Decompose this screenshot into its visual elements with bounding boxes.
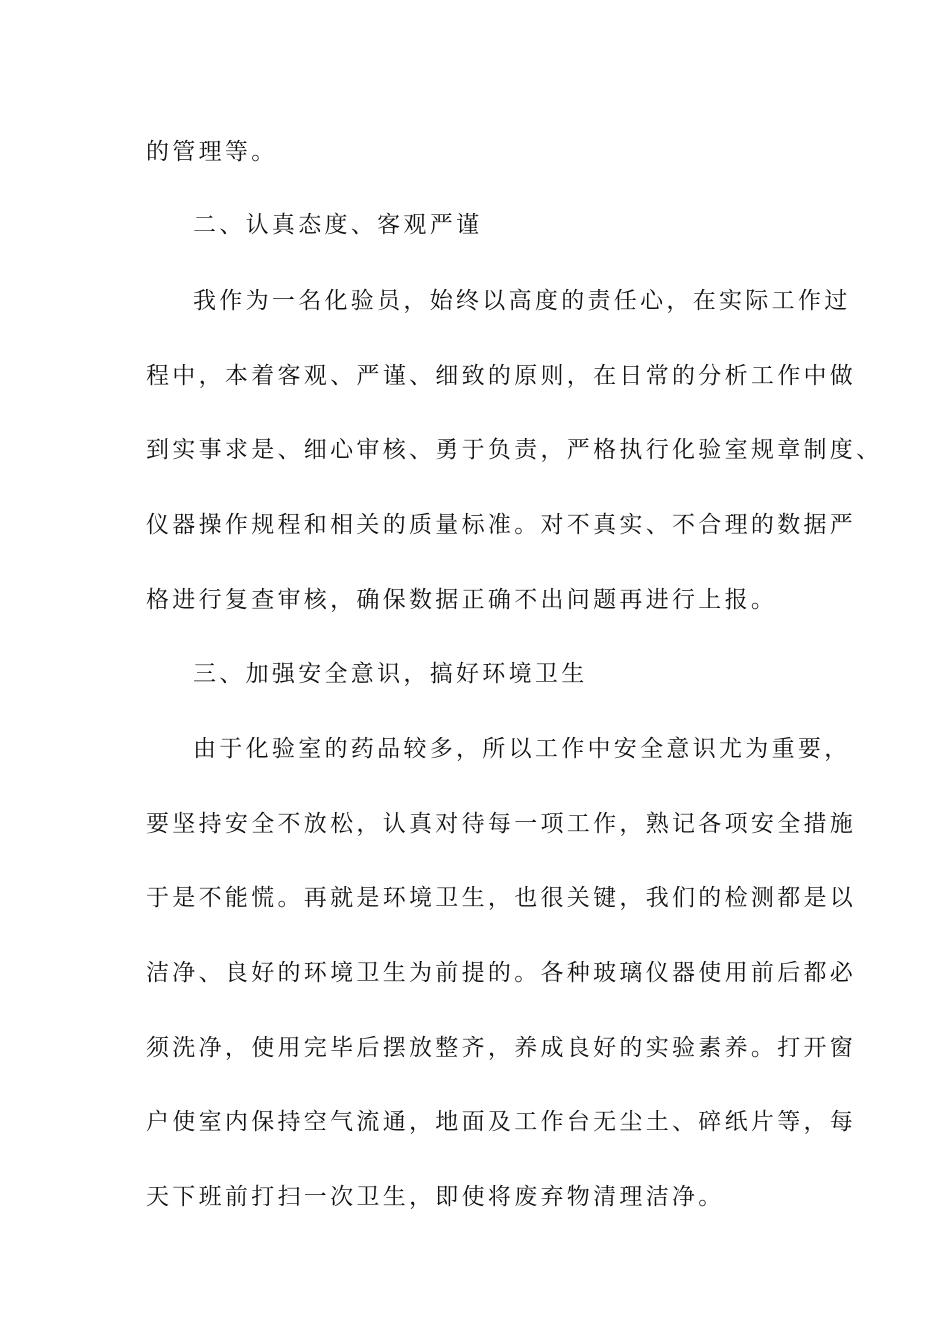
paragraph-line: 到实事求是、细心审核、勇于负责，严格执行化验室规章制度、: [146, 437, 883, 463]
paragraph-line: 仪器操作规程和相关的质量标准。对不真实、不合理的数据严: [146, 512, 857, 538]
paragraph-line: 须洗净，使用完毕后摆放整齐，养成良好的实验素养。打开窗: [146, 1035, 857, 1061]
paragraph-line: 于是不能慌。再就是环境卫生，也很关键，我们的检测都是以: [146, 885, 857, 911]
section-heading: 二、认真态度、客观严谨: [193, 212, 483, 238]
paragraph-line: 要坚持安全不放松，认真对待每一项工作，熟记各项安全措施: [146, 811, 857, 837]
paragraph-line: 洁净、良好的环境卫生为前提的。各种玻璃仪器使用前后都必: [146, 960, 857, 986]
paragraph-line: 程中，本着客观、严谨、细致的原则，在日常的分析工作中做: [146, 363, 857, 389]
paragraph-line: 格进行复查审核，确保数据正确不出问题再进行上报。: [146, 587, 778, 613]
paragraph-line: 由于化验室的药品较多，所以工作中安全意识尤为重要，: [193, 736, 851, 762]
paragraph-line: 我作为一名化验员，始终以高度的责任心，在实际工作过: [193, 288, 851, 314]
paragraph-line: 的管理等。: [146, 139, 278, 165]
paragraph-line: 天下班前打扫一次卫生，即使将废弃物清理洁净。: [146, 1184, 725, 1210]
paragraph-line: 户使室内保持空气流通，地面及工作台无尘土、碎纸片等，每: [146, 1109, 857, 1135]
section-heading: 三、加强安全意识，搞好环境卫生: [193, 661, 588, 687]
